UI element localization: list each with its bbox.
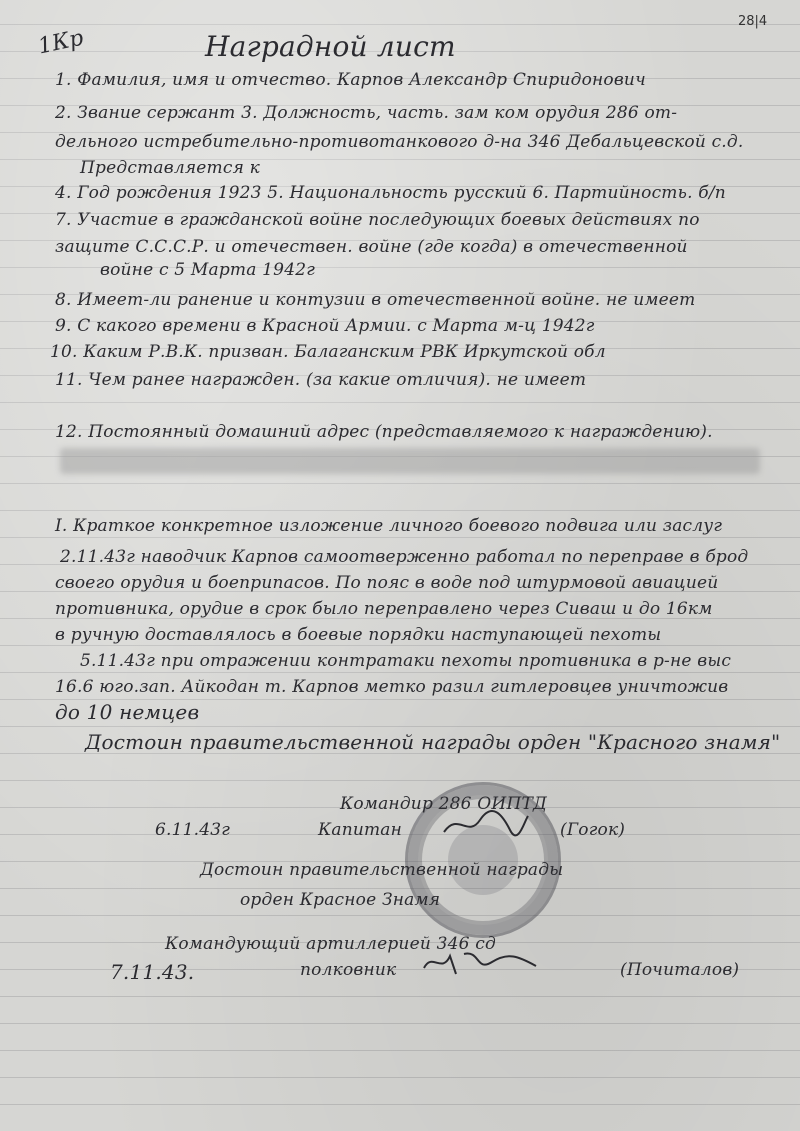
feat-line-3: противника, орудие в срок было переправлено через Сиваш и до 16км	[55, 599, 713, 619]
commander-rank: Капитан	[318, 820, 403, 840]
artillery-commander-rank: полковник	[300, 960, 397, 980]
field-participation-2: защите С.С.С.Р. и отечествен. войне (где когда) в отечественной	[55, 237, 688, 257]
award-recommendation: Достоин правительственной награды орден "Красного знамя"	[85, 730, 781, 754]
margin-note: 1Кр	[35, 25, 86, 60]
feat-line-7: до 10 немцев	[55, 700, 200, 724]
artillery-commander-name: (Почиталов)	[620, 960, 740, 980]
feat-line-1: 2.11.43г наводчик Карпов самоотверженно работал по переправе в брод	[60, 547, 749, 567]
commander-role: Командир 286 ОИПТД	[340, 794, 548, 814]
decision-line-1: Достоин правительственной награды	[200, 860, 564, 880]
decision-line-2: орден Красное Знамя	[240, 890, 441, 910]
field-service-since: 9. С какого времени в Красной Армии. с Марта м-ц 1942г	[55, 316, 595, 336]
feat-line-2: своего орудия и боеприпасов. По пояс в воде под штурмовой авиацией	[55, 573, 719, 593]
artillery-commander-role: Командующий артиллерией 346 сд	[165, 934, 496, 954]
field-prior-awards: 11. Чем ранее награжден. (за какие отличия). не имеет	[55, 370, 587, 390]
commander-name: (Гогок)	[560, 820, 626, 840]
field-rank-position: 2. Звание сержант 3. Должность, часть. зам ком орудия 286 от-	[55, 103, 678, 123]
archive-number: 28|4	[738, 14, 768, 29]
field-full-name: 1. Фамилия, имя и отчество. Карпов Александр Спиридонович	[55, 70, 646, 90]
redacted-address	[60, 448, 760, 474]
field-home-address: 12. Постоянный домашний адрес (представляемого к награждению).	[55, 422, 713, 442]
feat-line-5: 5.11.43г при отражении контратаки пехоты противника в р-не выс	[80, 651, 732, 671]
field-participation-3: войне с 5 Марта 1942г	[100, 260, 316, 280]
commander-sign-date: 6.11.43г	[155, 820, 231, 840]
commander-signature	[440, 808, 530, 842]
document-title: Наградной лист	[205, 30, 456, 63]
section-heading: I. Краткое конкретное изложение личного боевого подвига или заслуг	[55, 516, 723, 536]
feat-line-4: в ручную доставлялось в боевые порядки наступающей пехоты	[55, 625, 662, 645]
field-drafted-by: 10. Каким Р.В.К. призван. Балаганским РВК Иркутской обл	[50, 342, 606, 362]
field-participation: 7. Участие в гражданской войне последующих боевых действиях по	[55, 210, 700, 230]
feat-line-6: 16.6 юго.зап. Айкодан т. Карпов метко разил гитлеровцев уничтожив	[55, 677, 729, 697]
field-wounds: 8. Имеет-ли ранение и контузии в отечественной войне. не имеет	[55, 290, 696, 310]
field-unit: дельного истребительно-противотанкового д-на 346 Дебальцевской с.д.	[55, 132, 744, 152]
artillery-sign-date: 7.11.43.	[110, 960, 195, 984]
field-nominated-for: Представляется к	[80, 158, 261, 178]
artillery-commander-signature	[420, 946, 540, 980]
field-birth-year: 4. Год рождения 1923 5. Национальность русский 6. Партийность. б/п	[55, 183, 726, 203]
